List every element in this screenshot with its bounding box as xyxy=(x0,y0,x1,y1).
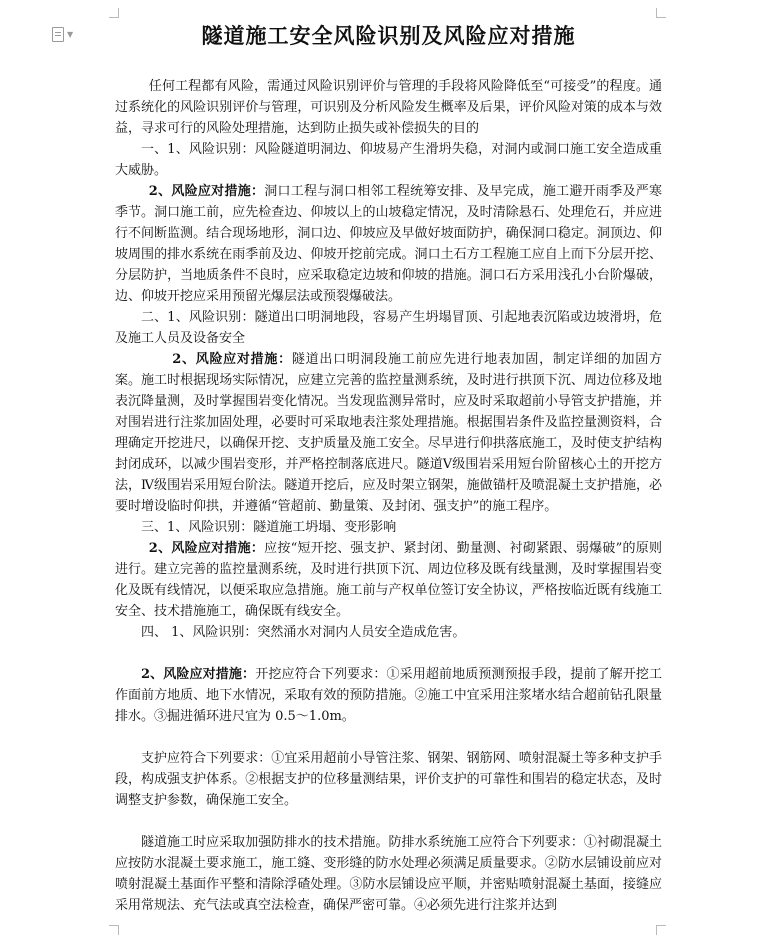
support-paragraph: 支护应符合下列要求：①宜采用超前小导管注浆、钢架、钢筋网、喷射混凝土等多种支护手段，构成强支护体系。②根据支护的位移量测结果，评价支护的可靠性和围岩的稳定状态，及时调整支护参数，确保施工安全。 xyxy=(115,751,662,808)
section-3-risk: 三、1、风险识别：隧道施工坍塌、变形影响 xyxy=(141,520,397,535)
drainage-paragraph: 隧道施工时应采取加强防排水的技术措施。防排水系统施工应符合下列要求：①衬砌混凝土应按防水混凝土要求施工，施工缝、变形缝的防水处理必须满足质量要求。②防水层铺设前应对喷射混凝土基面作平整和清除浮碴处理。③防水层铺设应平顺，并密贴喷射混凝土基面，接缝应采用常规法、充气法或真空法检查，确保严密可靠。④必须先进行注浆并达到 xyxy=(115,835,662,913)
section-4-measures xyxy=(115,664,662,727)
section-2-risk: 二、1、风险识别：隧道出口明洞地段，容易产生坍塌冒顶、引起地表沉陷或边坡滑坍，危及施工人员及设备安全 xyxy=(115,310,662,346)
section-4-measures-text: 开挖应符合下列要求：①采用超前地质预测预报手段，提前了解开挖工作面前方地质、地下水情况，采取有效的预防措施。②施工中宜采用注浆堵水结合超前钻孔限量排水。③掘进循环进尺宜为 0.5～1.0m。 xyxy=(115,667,662,724)
document-page xyxy=(115,14,662,916)
section-4-measures-label: 2、风险应对措施： xyxy=(141,667,256,682)
chevron-down-icon: ▼ xyxy=(67,30,74,39)
document-title: 隧道施工安全风险识别及风险应对措施 xyxy=(201,23,576,48)
document-menu-button[interactable] xyxy=(52,27,73,42)
section-3-measures-text: 应按“短开挖、强支护、紧封闭、勤量测、衬砌紧跟、弱爆破”的原则进行。建立完善的监控量测系统，及时进行拱顶下沉、周边位移及既有线量测，及时掌握围岩变化及既有线情况，以便采取应急措施。施工前与产权单位签订安全协议，严格按临近既有线施工安全、技术措施施工，确保既有线安全。 xyxy=(115,541,663,619)
section-3-measures-label: 2、风险应对措施： xyxy=(148,541,265,556)
section-4-risk: 四、 1、风险识别：突然涌水对洞内人员安全造成危害。 xyxy=(141,625,466,640)
page-corner-bottom-right xyxy=(656,925,666,935)
page-corner-bottom-left xyxy=(109,925,119,935)
section-1-measures-text: 洞口工程与洞口相邻工程统筹安排、及早完成，施工避开雨季及严寒季节。洞口施工前，应先检查边、仰坡以上的山坡稳定情况，及时清除悬石、处理危石，并应进行不间断监测。结合现场地形，洞口边、仰坡应及早做好坡面防护，确保洞口稳定。洞顶边、仰坡周围的排水系统在雨季前及边、仰坡开挖前完成。洞口土石方工程施工应自上而下分层开挖、分层防护，当地质条件不良时，应采取稳定边坡和仰坡的措施。洞口石方采用浅孔小台阶爆破，边、仰坡开挖应采用预留光爆层法或预裂爆破法。 xyxy=(115,184,662,304)
section-1-measures xyxy=(115,181,662,307)
section-2-measures-label: 2、风险应对措施： xyxy=(172,352,292,367)
intro-paragraph: 任何工程都有风险，需通过风险识别评价与管理的手段将风险降低至“可接受”的程度。通过系统化的风险识别评价与管理，可识别及分析风险发生概率及后果，评价风险对策的成本与效益，寻求可行的风险处理措施，达到防止损失或补偿损失的目的 xyxy=(115,79,662,136)
document-icon xyxy=(52,27,64,42)
document-body xyxy=(115,76,662,916)
section-1-risk: 一、1、风险识别：风险隧道明洞边、仰坡易产生滑坍失稳，对洞内或洞口施工安全造成重大威胁。 xyxy=(115,142,662,178)
section-2-measures xyxy=(115,349,662,517)
section-1-measures-label: 2、风险应对措施： xyxy=(148,184,265,199)
section-3-measures xyxy=(115,538,662,622)
section-2-measures-text: 隧道出口明洞段施工前应先进行地表加固，制定详细的加固方案。施工时根据现场实际情况，应建立完善的监控量测系统，及时进行拱顶下沉、周边位移及地表沉降量测，及时掌握围岩变化情况。当发现监测异常时，应及时采取超前小导管支护措施，并对围岩进行注浆加固处理，必要时可采取地表注浆处理措施。根据围岩条件及监控量测资料，合理确定开挖进尺，以确保开挖、支护质量及施工安全。尽早进行仰拱落底施工，及时使支护结构封闭成环，以减少围岩变形，并严格控制落底进尺。隧道Ⅴ级围岩采用短台阶留核心土的开挖方法，Ⅳ级围岩采用短台阶法。隧道开挖后，应及时架立钢架，施做锚杆及喷混凝土支护措施，必要时增设临时仰拱，并遵循“管超前、勤量策、及封闭、强支护”的施工程序。 xyxy=(115,352,662,514)
